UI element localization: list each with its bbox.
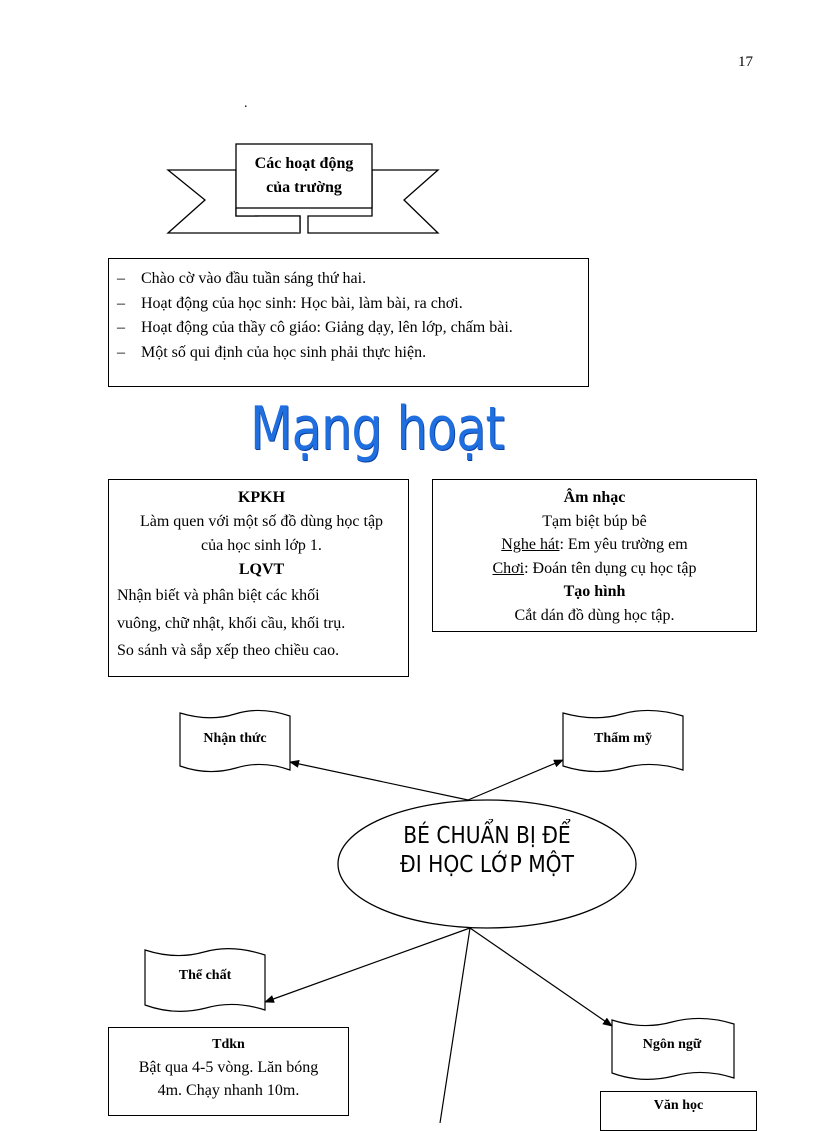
tdkn-line-1: Bật qua 4-5 vòng. Lăn bóng bbox=[138, 1059, 319, 1076]
arrow-to-tham-my bbox=[468, 760, 563, 800]
arrow-to-nhan-thuc bbox=[290, 762, 468, 800]
music-line-1: Tạm biệt búp bê bbox=[542, 512, 647, 530]
center-topic bbox=[356, 822, 618, 880]
flag-label-the-chat: Thể chất bbox=[178, 968, 232, 983]
kpkh-line-1: Làm quen với một số đồ dùng học tập bbox=[139, 513, 384, 530]
stray-dot: . bbox=[244, 96, 248, 111]
flag-label-tham-my: Thẩm mỹ bbox=[594, 731, 652, 746]
choi-text: : Đoán tên dụng cụ học tập bbox=[524, 559, 697, 577]
lqvt-line-1: Nhận biết và phân biệt các khối bbox=[117, 587, 320, 604]
flag-label-ngon-ngu: Ngôn ngữ bbox=[642, 1037, 702, 1052]
kpkh-lqvt-box bbox=[108, 479, 409, 677]
tdkn-box bbox=[108, 1027, 349, 1116]
list-item: – Một số qui định của học sinh phải thực hiện. bbox=[117, 341, 584, 366]
music-line-2 bbox=[437, 533, 752, 557]
lqvt-line-2: vuông, chữ nhật, khối cầu, khối trụ. bbox=[117, 614, 346, 632]
van-hoc-box bbox=[600, 1091, 757, 1131]
list-item: – Chào cờ vào đầu tuần sáng thứ hai. bbox=[117, 267, 584, 292]
music-title: Âm nhạc bbox=[563, 489, 626, 506]
heading-wordart: Mạng hoạt bbox=[250, 394, 504, 464]
nghe-hat-text: : Em yêu trường em bbox=[559, 536, 688, 553]
list-item: – Hoạt động của học sinh: Học bài, làm bài, ra chơi. bbox=[117, 292, 584, 317]
kpkh-line-2: của học sinh lớp 1. bbox=[201, 537, 322, 554]
music-art-box bbox=[432, 479, 757, 632]
banner-line-2: của trường bbox=[266, 179, 342, 196]
nghe-hat-label: Nghe hát bbox=[501, 536, 560, 553]
lqvt-title: LQVT bbox=[238, 561, 285, 578]
van-hoc-title: Văn học bbox=[653, 1098, 704, 1113]
tao-hinh-line: Cắt dán đồ dùng học tập. bbox=[514, 606, 675, 624]
page-number: 17 bbox=[738, 54, 753, 70]
music-line-3 bbox=[437, 557, 752, 581]
kpkh-title: KPKH bbox=[237, 489, 286, 506]
center-line-2: ĐI HỌC LỚP MỘT bbox=[400, 852, 574, 878]
flag-label-nhan-thuc: Nhận thức bbox=[203, 731, 267, 746]
tao-hinh-title: Tạo hình bbox=[563, 583, 626, 600]
banner-title bbox=[236, 152, 372, 200]
banner-line-1: Các hoạt động bbox=[254, 155, 354, 172]
choi-label: Chơi bbox=[492, 559, 525, 577]
line-down bbox=[440, 928, 470, 1123]
school-activities-list bbox=[117, 267, 584, 365]
list-item: – Hoạt động của thầy cô giáo: Giảng dạy, lên lớp, chấm bài. bbox=[117, 316, 584, 341]
lqvt-line-3: So sánh và sắp xếp theo chiều cao. bbox=[117, 642, 340, 659]
center-line-1: BÉ CHUẨN BỊ ĐỂ bbox=[403, 823, 571, 849]
tdkn-line-2: 4m. Chạy nhanh 10m. bbox=[157, 1082, 300, 1099]
school-activities-box bbox=[108, 258, 589, 387]
arrow-to-the-chat bbox=[265, 928, 470, 1002]
tdkn-title: Tdkn bbox=[212, 1037, 245, 1052]
arrow-to-ngon-ngu bbox=[470, 928, 612, 1026]
